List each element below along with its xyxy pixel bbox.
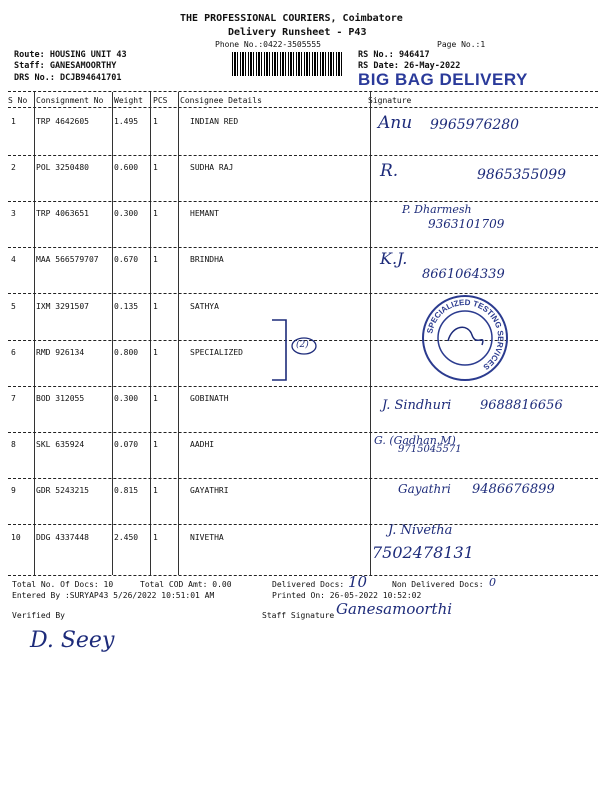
row-signature: J. Sindhuri (382, 398, 452, 413)
row-weight: 0.300 (114, 394, 139, 403)
divider (8, 91, 598, 92)
row-phone: 9688816656 (480, 398, 563, 413)
row-divider (8, 247, 598, 248)
row-phone: 9965976280 (430, 117, 520, 133)
row-signature: K.J. (380, 249, 408, 268)
printed-on: Printed On: 26-05-2022 10:52:02 (272, 591, 422, 600)
row-weight: 0.815 (114, 486, 139, 495)
phone-number: Phone No.:0422-3505555 (215, 40, 321, 49)
row-weight: 0.070 (114, 440, 139, 449)
row-consignee: GOBINATH (190, 394, 229, 403)
row-weight: 0.600 (114, 163, 139, 172)
entered-by: Entered By :SURYAP43 5/26/2022 10:51:01 AM (12, 591, 215, 600)
row-pcs: 1 (153, 348, 158, 357)
staff-signature: Ganesamoorthi (336, 600, 453, 618)
row-sno: 8 (11, 440, 16, 449)
row-divider (8, 432, 598, 433)
non-delivered-docs: Non Delivered Docs: (392, 580, 484, 589)
staff: Staff: GANESAMOORTHY (14, 61, 117, 71)
row-pcs: 1 (153, 486, 158, 495)
row-weight: 0.300 (114, 209, 139, 218)
row-phone: 8661064339 (422, 267, 505, 282)
delivered-count: 10 (348, 573, 368, 591)
col-weight: Weight (114, 96, 143, 105)
row-phone: 7502478131 (372, 543, 474, 562)
rs-number: RS No.: 946417 (358, 50, 430, 60)
row-divider (8, 155, 598, 156)
row-consignment: POL 3250480 (36, 163, 89, 172)
row-pcs: 1 (153, 302, 158, 311)
total-cod: Total COD Amt: 0.00 (140, 580, 232, 589)
divider (8, 107, 598, 108)
delivered-docs: Delivered Docs: (272, 580, 345, 589)
drs-number: DRS No.: DCJB94641701 (14, 73, 122, 83)
col-sno: S No (8, 96, 28, 105)
row-consignee: AADHI (190, 440, 215, 449)
row-signature: R. (380, 161, 399, 181)
row-divider (8, 524, 598, 525)
non-delivered-count: 0 (489, 576, 496, 589)
row-signature: J. Nivetha (388, 523, 453, 538)
row-sno: 10 (11, 533, 21, 542)
svg-text:SPECIALIZED TESTING SERVICES (425, 298, 505, 372)
col-consignee: Consignee Details (180, 96, 262, 105)
row-pcs: 1 (153, 255, 158, 264)
row-divider (8, 478, 598, 479)
row-weight: 0.135 (114, 302, 139, 311)
row-sno: 1 (11, 117, 16, 126)
row-sno: 7 (11, 394, 16, 403)
testing-services-seal (420, 293, 510, 383)
row-consignment: RMD 926134 (36, 348, 85, 357)
row-pcs: 1 (153, 209, 158, 218)
row-consignment: BOD 312055 (36, 394, 85, 403)
row-consignee: SUDHA RAJ (190, 163, 234, 172)
row-signature: Gayathri (398, 482, 451, 496)
verified-by: Verified By (12, 611, 65, 620)
row-consignment: TRP 4642605 (36, 117, 89, 126)
total-docs: Total No. Of Docs: 10 (12, 580, 114, 589)
row-consignment: SKL 635924 (36, 440, 85, 449)
row-sno: 9 (11, 486, 16, 495)
row-pcs: 1 (153, 533, 158, 542)
row-consignment: MAA 566579707 (36, 255, 99, 264)
row-consignee: BRINDHA (190, 255, 224, 264)
row-divider (8, 201, 598, 202)
company-name: THE PROFESSIONAL COURIERS, Coimbatore (180, 13, 403, 24)
row-pcs: 1 (153, 440, 158, 449)
col-pcs: PCS (153, 96, 168, 105)
row-phone: 9865355099 (477, 167, 567, 183)
row-sno: 6 (11, 348, 16, 357)
row-phone: 9363101709 (428, 217, 505, 231)
rs-date: RS Date: 26-May-2022 (358, 61, 461, 71)
row-weight: 1.495 (114, 117, 139, 126)
col-consignment: Consignment No (36, 96, 104, 105)
row-phone: 9715045571 (398, 444, 462, 455)
row-consignee: SATHYA (190, 302, 219, 311)
route: Route: HOUSING UNIT 43 (14, 50, 127, 60)
row-sno: 5 (11, 302, 16, 311)
row-phone: 9486676899 (472, 482, 555, 497)
staff-signature-label: Staff Signature (262, 611, 335, 620)
row-consignee: GAYATHRI (190, 486, 229, 495)
row-sno: 2 (11, 163, 16, 172)
row-sno: 3 (11, 209, 16, 218)
bracket-annotation (262, 312, 322, 387)
row-weight: 0.670 (114, 255, 139, 264)
row-pcs: 1 (153, 117, 158, 126)
runsheet-title: Delivery Runsheet - P43 (228, 27, 367, 38)
row-consignment: DDG 4337448 (36, 533, 89, 542)
row-consignee: INDIAN RED (190, 117, 239, 126)
page-number: Page No.:1 (437, 40, 486, 49)
verifier-signature: D. Seey (30, 628, 115, 653)
row-consignee: SPECIALIZED (190, 348, 243, 357)
barcode (232, 52, 344, 76)
row-signature: G. (Gadhan.M) (374, 434, 456, 447)
row-weight: 2.450 (114, 533, 139, 542)
row-weight: 0.800 (114, 348, 139, 357)
row-pcs: 1 (153, 163, 158, 172)
row-consignee: NIVETHA (190, 533, 224, 542)
row-sno: 4 (11, 255, 16, 264)
row-signature: Anu (378, 113, 413, 133)
big-bag-delivery-stamp: BIG BAG DELIVERY (358, 70, 528, 89)
annotation-label: (2) (296, 340, 309, 350)
col-signature: Signature (368, 96, 412, 105)
row-signature: P. Dharmesh (402, 203, 472, 216)
row-consignment: TRP 4063651 (36, 209, 89, 218)
row-consignment: IXM 3291507 (36, 302, 89, 311)
row-consignee: HEMANT (190, 209, 219, 218)
divider (8, 575, 598, 576)
row-consignment: GDR 5243215 (36, 486, 89, 495)
seal-text: SPECIALIZED TESTING SERVICES (425, 297, 506, 372)
row-pcs: 1 (153, 394, 158, 403)
